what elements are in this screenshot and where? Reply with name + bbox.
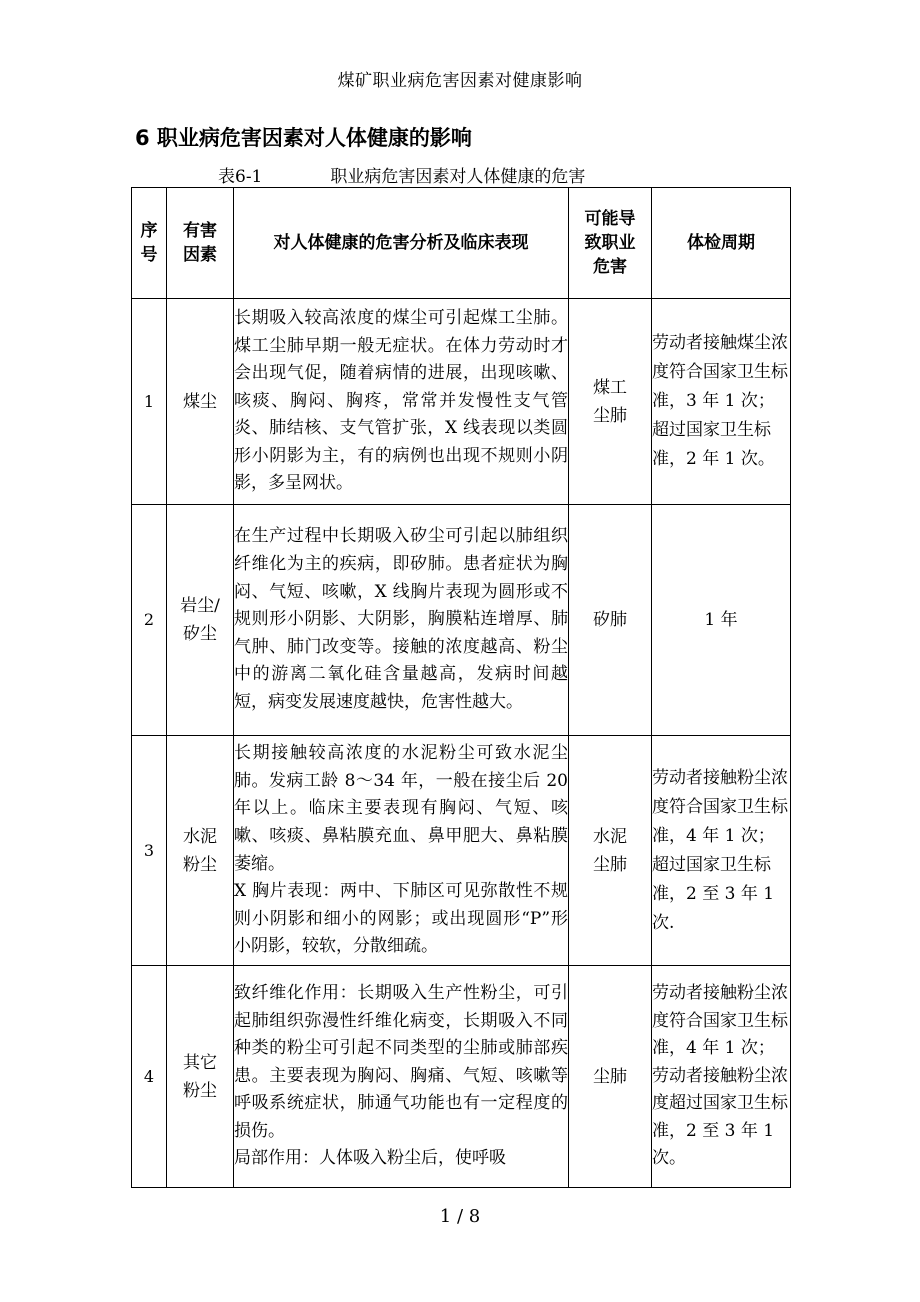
row-disease: 水泥尘肺 — [569, 736, 652, 966]
row-period: 劳动者接触粉尘浓度符合国家卫生标准，4 年 1 次；劳动者接触粉尘浓度超过国家卫生标准，2 至 3 年 1 次。 — [652, 966, 791, 1188]
row-analysis — [234, 299, 569, 505]
analysis-paragraph: X 胸片表现：两中、下肺区可见弥散性不规则小阴影和细小的网影；或出现圆形“P”形小阴影，较软，分散细疏。 — [234, 881, 568, 957]
row-factor: 水泥粉尘 — [167, 736, 234, 966]
page-number: 1 / 8 — [439, 1206, 481, 1227]
table-caption — [218, 162, 585, 187]
table-row — [132, 736, 791, 966]
header-disease: 可能导致职业危害 — [569, 188, 652, 299]
row-disease: 煤工尘肺 — [569, 299, 652, 505]
header-factor: 有害因素 — [167, 188, 234, 299]
analysis-paragraph: 长期接触较高浓度的水泥粉尘可致水泥尘肺。发病工龄 8～34 年，一般在接尘后 20 年以上。临床主要表现有胸闷、气短、咳嗽、咳痰、鼻粘膜充血、鼻甲肥大、鼻粘膜萎缩。 — [234, 743, 568, 874]
row-period: 劳动者接触粉尘浓度符合国家卫生标准，4 年 1 次；超过国家卫生标准，2 至 3 年 1 次. — [652, 736, 791, 966]
row-disease: 尘肺 — [569, 966, 652, 1188]
table-label: 表6-1 — [218, 167, 263, 187]
header-analysis: 对人体健康的危害分析及临床表现 — [234, 188, 569, 299]
hazard-table — [131, 187, 791, 1188]
row-factor: 煤尘 — [167, 299, 234, 505]
section-title: 6 职业病危害因素对人体健康的影响 — [135, 126, 472, 150]
table-title: 职业病危害因素对人体健康的危害 — [330, 167, 586, 187]
row-analysis — [234, 966, 569, 1188]
analysis-paragraph: 在生产过程中长期吸入矽尘可引起以肺组织纤维化为主的疾病，即矽肺。患者症状为胸闷、气短、咳嗽，X 线胸片表现为圆形或不规则形小阴影、大阴影，胸膜粘连增厚、肺气肿、肺门改变等。接触的浓度越高、粉尘中的游离二氧化硅含量越高，发病时间越短，病变发展速度越快，危害性越大。 — [234, 526, 568, 712]
row-disease: 矽肺 — [569, 505, 652, 736]
header-num: 序号 — [132, 188, 167, 299]
page-header: 煤矿职业病危害因素对健康影响 — [337, 71, 583, 91]
analysis-paragraph: 长期吸入较高浓度的煤尘可引起煤工尘肺。煤工尘肺早期一般无症状。在体力劳动时才会出现气促，随着病情的进展，出现咳嗽、咳痰、胸闷、胸疼，常常并发慢性支气管炎、肺结核、支气管扩张，X 线表现以类圆形小阴影为主，有的病例也出现不规则小阴影，多呈网状。 — [234, 307, 568, 494]
analysis-paragraph: 局部作用：人体吸入粉尘后，使呼吸 — [234, 1148, 506, 1169]
row-period: 劳动者接触煤尘浓度符合国家卫生标准，3 年 1 次；超过国家卫生标准，2 年 1 次。 — [652, 299, 791, 505]
table-row — [132, 966, 791, 1188]
row-num: 4 — [132, 966, 167, 1188]
row-factor: 岩尘/矽尘 — [167, 505, 234, 736]
row-factor: 其它粉尘 — [167, 966, 234, 1188]
row-analysis — [234, 736, 569, 966]
row-num: 3 — [132, 736, 167, 966]
header-period: 体检周期 — [652, 188, 791, 299]
row-period: 1 年 — [652, 505, 791, 736]
row-num: 1 — [132, 299, 167, 505]
row-num: 2 — [132, 505, 167, 736]
table-row — [132, 505, 791, 736]
row-analysis — [234, 505, 569, 736]
analysis-paragraph: 致纤维化作用：长期吸入生产性粉尘，可引起肺组织弥漫性纤维化病变，长期吸入不同种类的粉尘可引起不同类型的尘肺或肺部疾患。主要表现为胸闷、胸痛、气短、咳嗽等呼吸系统症状，肺通气功能也有一定程度的损伤。 — [234, 982, 568, 1141]
table-header-row — [132, 188, 791, 299]
table-row — [132, 299, 791, 505]
